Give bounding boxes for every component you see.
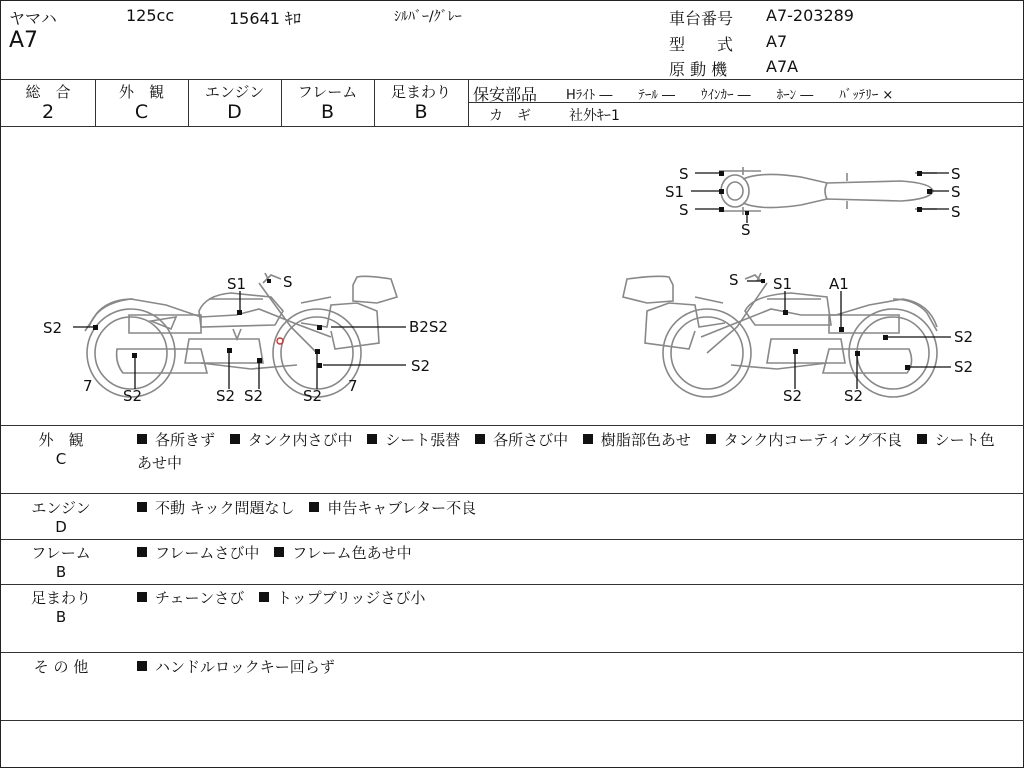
bullet-square-icon	[583, 434, 593, 444]
right-label-a1: A1	[829, 275, 849, 293]
left-label-s2-bottom-2: S2	[216, 387, 236, 405]
left-label-7-front: 7	[83, 377, 93, 395]
detail-category-label: そ の 他	[33, 658, 89, 676]
bullet-square-icon	[274, 547, 284, 557]
detail-category-grade: B	[55, 563, 67, 581]
right-label-s2-bottom-2: S2	[844, 387, 864, 405]
maker-name: ヤマハ	[9, 9, 57, 28]
bullet-square-icon	[137, 434, 147, 444]
suspension-grade-label: 足まわり	[390, 83, 451, 101]
bullet-square-icon	[137, 661, 147, 671]
finding-item: 申告キャブレター不良	[327, 499, 477, 517]
left-label-s2-bottom-4: S2	[303, 387, 323, 405]
left-label-7-rear: 7	[348, 377, 358, 395]
top-label-s-left-1: S	[679, 165, 689, 183]
top-label-s-right-2: S	[951, 183, 961, 201]
finding-item: 不動 キック問題なし	[155, 499, 295, 517]
finding-item: ハンドルロックキー回らず	[155, 658, 335, 676]
finding-item: トップブリッジさび小	[277, 589, 426, 607]
bullet-square-icon	[137, 502, 147, 512]
overall-grade-value: 2	[41, 101, 55, 123]
model-name: A7	[9, 28, 39, 53]
finding-item: シート色あせ中	[137, 431, 995, 472]
frame-number-label: 車台番号	[669, 9, 734, 28]
finding-item: タンク内さび中	[247, 431, 353, 449]
right-label-s2-bottom-1: S2	[783, 387, 803, 405]
finding-item: 各所さび中	[493, 431, 569, 449]
overall-grade-label: 総 合	[25, 83, 71, 101]
top-label-s-right-3: S	[951, 203, 961, 221]
frame-number-value: A7-203289	[766, 6, 854, 25]
suspension-grade-value: B	[414, 101, 428, 123]
bullet-square-icon	[137, 592, 147, 602]
left-label-s1: S1	[227, 275, 247, 293]
displacement: 125cc	[126, 6, 175, 25]
detail-category-grade: D	[55, 518, 67, 536]
top-label-s-right-1: S	[951, 165, 961, 183]
finding-item: シート張替	[385, 431, 461, 449]
bullet-square-icon	[917, 434, 927, 444]
safety-parts-title: 保安部品	[473, 85, 538, 104]
frame-grade-label: フレーム	[297, 83, 358, 101]
finding-item: チェーンさび	[155, 589, 245, 607]
finding-item: 各所きず	[155, 431, 216, 449]
bullet-square-icon	[137, 547, 147, 557]
left-label-s-top: S	[283, 273, 293, 291]
safety-parts-items: Hﾗｲﾄ ― ﾃｰﾙ ― ｳｲﾝｶｰ ― ﾎｰﾝ ― ﾊﾞｯﾃﾘｰ ×	[566, 88, 894, 103]
engine-grade-label: エンジン	[204, 83, 265, 101]
exterior-grade-value: C	[134, 101, 149, 123]
left-label-s2-bottom-1: S2	[123, 387, 143, 405]
detail-category-label: フレーム	[31, 544, 91, 562]
top-label-s-bottom: S	[741, 221, 751, 239]
top-label-s-left-2: S	[679, 201, 689, 219]
left-label-s2-front: S2	[43, 319, 63, 337]
detail-findings	[137, 542, 1007, 565]
exterior-grade-label: 外 観	[118, 83, 164, 101]
key-value: 社外ｷｰ1	[569, 108, 620, 124]
right-label-s2-2: S2	[954, 358, 974, 376]
detail-findings	[137, 587, 1007, 610]
engine-model-value: A7A	[766, 57, 799, 76]
mileage: 15641 ｷﾛ	[229, 9, 301, 28]
bullet-square-icon	[309, 502, 319, 512]
frame-grade-value: B	[320, 101, 335, 123]
detail-findings	[137, 497, 1007, 520]
bullet-square-icon	[259, 592, 269, 602]
top-label-s1-left: S1	[665, 183, 685, 201]
type-value: A7	[766, 32, 788, 51]
left-label-b2s2: B2S2	[409, 318, 448, 336]
body-color: ｼﾙﾊﾞｰ/ｸﾞﾚｰ	[394, 9, 462, 25]
detail-category-label: エンジン	[31, 499, 91, 517]
finding-item: 樹脂部色あせ	[600, 431, 691, 449]
bullet-square-icon	[706, 434, 716, 444]
type-label: 型 式	[669, 35, 734, 54]
engine-grade-value: D	[227, 101, 242, 123]
left-label-s2-bottom-3: S2	[244, 387, 264, 405]
finding-item: フレームさび中	[155, 544, 260, 562]
motorcycle-damage-diagram	[1, 127, 1024, 425]
detail-category-label: 外 観	[38, 431, 84, 449]
top-view-motorcycle-outline	[719, 167, 937, 215]
right-label-s2-1: S2	[954, 328, 974, 346]
bullet-square-icon	[230, 434, 240, 444]
detail-findings	[137, 656, 1007, 679]
detail-category-grade: B	[55, 608, 67, 626]
right-label-s1: S1	[773, 275, 793, 293]
key-label: カ ギ	[489, 108, 531, 124]
engine-model-label: 原 動 機	[669, 60, 728, 79]
detail-category-label: 足まわり	[30, 589, 91, 607]
finding-item: フレーム色あせ中	[292, 544, 412, 562]
right-label-s-top: S	[729, 271, 739, 289]
finding-item: タンク内コーティング不良	[723, 431, 902, 449]
detail-findings	[137, 429, 1007, 475]
bullet-square-icon	[475, 434, 485, 444]
left-label-s2-right: S2	[411, 357, 431, 375]
bullet-square-icon	[367, 434, 377, 444]
detail-category-grade: C	[55, 450, 67, 468]
